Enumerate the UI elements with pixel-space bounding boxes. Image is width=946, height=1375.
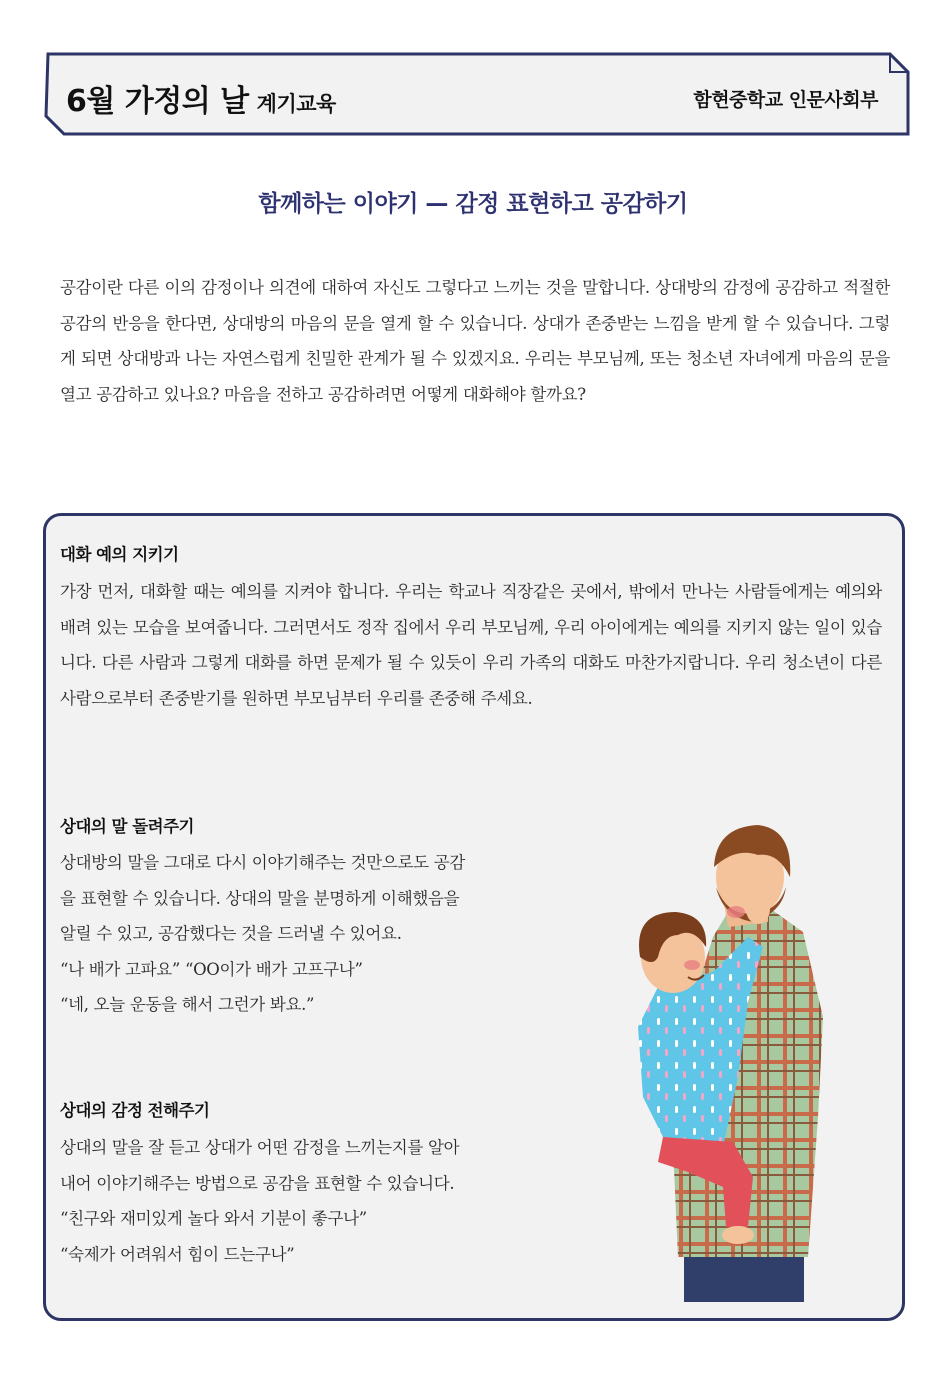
- header-subtitle: 계기교육: [256, 92, 336, 116]
- section-line: 알릴 수 있고, 공감했다는 것을 드러낼 수 있어요.: [60, 924, 402, 943]
- section-title-etiquette: 대화 예의 지키기: [60, 545, 179, 564]
- section-line: 상대방의 말을 그대로 다시 이야기해주는 것만으로도 공감: [60, 853, 466, 872]
- section-title-emotion: 상대의 감정 전해주기: [60, 1101, 210, 1120]
- father-child-illustration: [618, 817, 838, 1302]
- section-line: “네, 오늘 운동을 해서 그런가 봐요.”: [60, 995, 315, 1014]
- header-banner: [44, 52, 910, 136]
- section-line: “나 배가 고파요” “OO이가 배가 고프구나”: [60, 959, 363, 979]
- section-line: 상대의 말을 잘 듣고 상대가 어떤 감정을 느끼는지를 알아: [60, 1138, 460, 1157]
- header-title: [66, 76, 336, 120]
- section-line: “숙제가 어려워서 힘이 드는구나”: [60, 1244, 295, 1264]
- section-line: 내어 이야기해주는 방법으로 공감을 표현할 수 있습니다.: [60, 1173, 455, 1193]
- header-title-text: 6월 가정의 날: [66, 84, 249, 119]
- section-line: “친구와 재미있게 놀다 와서 기분이 좋구나”: [60, 1209, 367, 1228]
- section-body-emotion: [60, 1130, 459, 1272]
- section-title-reflect: 상대의 말 돌려주기: [60, 817, 195, 836]
- section-line: 을 표현할 수 있습니다. 상대의 말을 분명하게 이해했음을: [60, 888, 460, 908]
- page-title: 함께하는 이야기 — 감정 표현하고 공감하기: [258, 191, 688, 217]
- intro-paragraph: 공감이란 다른 이의 감정이나 의견에 대하여 자신도 그렇다고 느끼는 것을 말합니다. 상대방의 감정에 공감하고 적절한 공감의 반응을 한다면, 상대방의 마음의 문을 열게 할 수 있습니다. 상대가 존중받는 느낌을 받게 할 수 있습니다. 그렇게 되면 상대방과 나는 자연스럽게 친밀한 관계가 될 수 있겠지요. 우리는 부모님께, 또는 청소년 자녀에게 마음의 문을 열고 공감하고 있나요? 마음을 전하고 공감하려면 어떻게 대화해야 할까요?: [60, 278, 890, 404]
- section-body-etiquette: 가장 먼저, 대화할 때는 예의를 지켜야 합니다. 우리는 학교나 직장같은 곳에서, 밖에서 만나는 사람들에게는 예의와 배려 있는 모습을 보여줍니다. 그러면서도 정작 집에서 우리 부모님께, 우리 아이에게는 예의를 지키지 않는 일이 있습니다. 다른 사람과 그렇게 대화를 하면 문제가 될 수 있듯이 우리 가족의 대화도 마찬가지랍니다. 우리 청소년이 다른 사람으로부터 존중받기를 원하면 부모님부터 우리를 존중해 주세요.: [60, 582, 882, 708]
- section-body-reflect: [60, 845, 465, 1023]
- header-school: 함현중학교 인문사회부: [693, 89, 878, 111]
